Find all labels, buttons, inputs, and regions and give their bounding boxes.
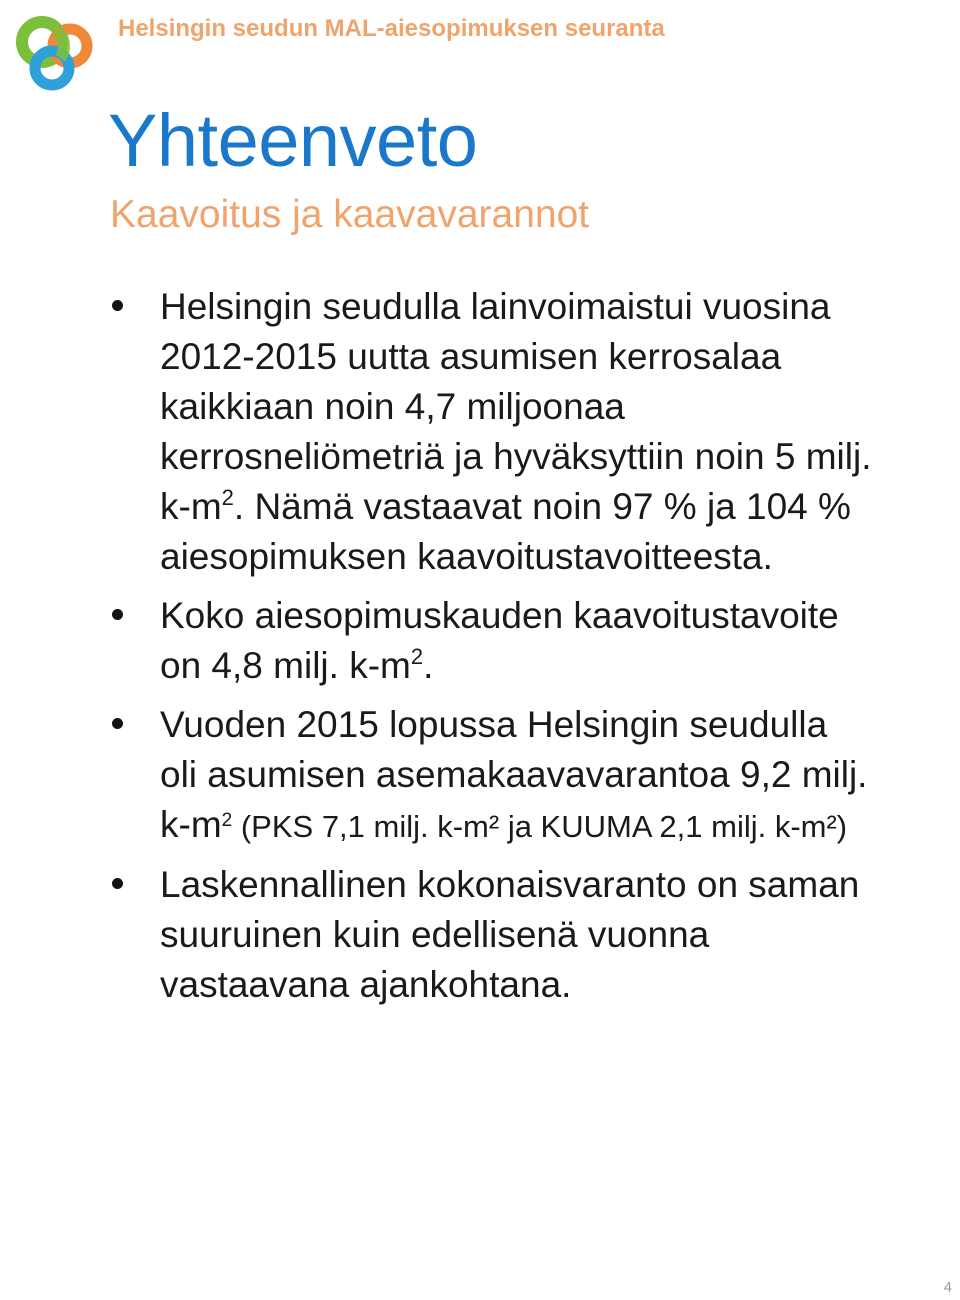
bullet-line [160,806,847,843]
page-subtitle: Kaavoitus ja kaavavarannot [110,193,590,236]
bullet-line: vastaavana ajankohtana. [160,964,572,1005]
bullet-line: aiesopimuksen kaavoitustavoitteesta. [160,536,773,577]
interlocking-rings-logo-icon [8,6,100,98]
line-text: k-m [160,804,222,845]
bullet-line: 2012-2015 uutta asumisen kerrosalaa [160,336,782,377]
line-text: . Nämä vastaavat noin 97 % ja 104 % [233,486,851,527]
line-text: on 4,8 milj. k-m [160,645,411,686]
page-title: Yhteenveto [108,99,478,182]
superscript: 2 [221,485,234,510]
page-number: 4 [943,1279,952,1296]
bullet-line: kerrosneliömetriä ja hyväksyttiin noin 5 milj. [160,436,872,477]
bullet-line: Vuoden 2015 lopussa Helsingin seudulla [160,704,828,745]
bullet-dot-icon [112,609,123,620]
line-text: . [423,645,434,686]
bullet-dot-icon [112,718,123,729]
bullet-line [160,485,851,527]
bullet-dot-icon [112,878,123,889]
bullet-line: oli asumisen asemakaavavarantoa 9,2 milj. [160,754,868,795]
bullet-dot-icon [112,300,123,311]
header-title: Helsingin seudun MAL-aiesopimuksen seuranta [118,15,665,42]
bullet-line: kaikkiaan noin 4,7 miljoonaa [160,386,625,427]
superscript: 2 [410,644,424,669]
bullet-line: Helsingin seudulla lainvoimaistui vuosina [160,286,831,327]
superscript: 2 [221,810,233,831]
line-text: k-m [160,486,222,527]
bullet-line: Koko aiesopimuskauden kaavoitustavoite [160,595,839,636]
line-text-small: (PKS 7,1 milj. k-m² ja KUUMA 2,1 milj. k-m²) [232,809,848,844]
bullet-line: Laskennallinen kokonaisvaranto on saman [160,864,860,905]
bullet-line: suuruinen kuin edellisenä vuonna [160,914,710,955]
bullet-line [160,644,434,686]
